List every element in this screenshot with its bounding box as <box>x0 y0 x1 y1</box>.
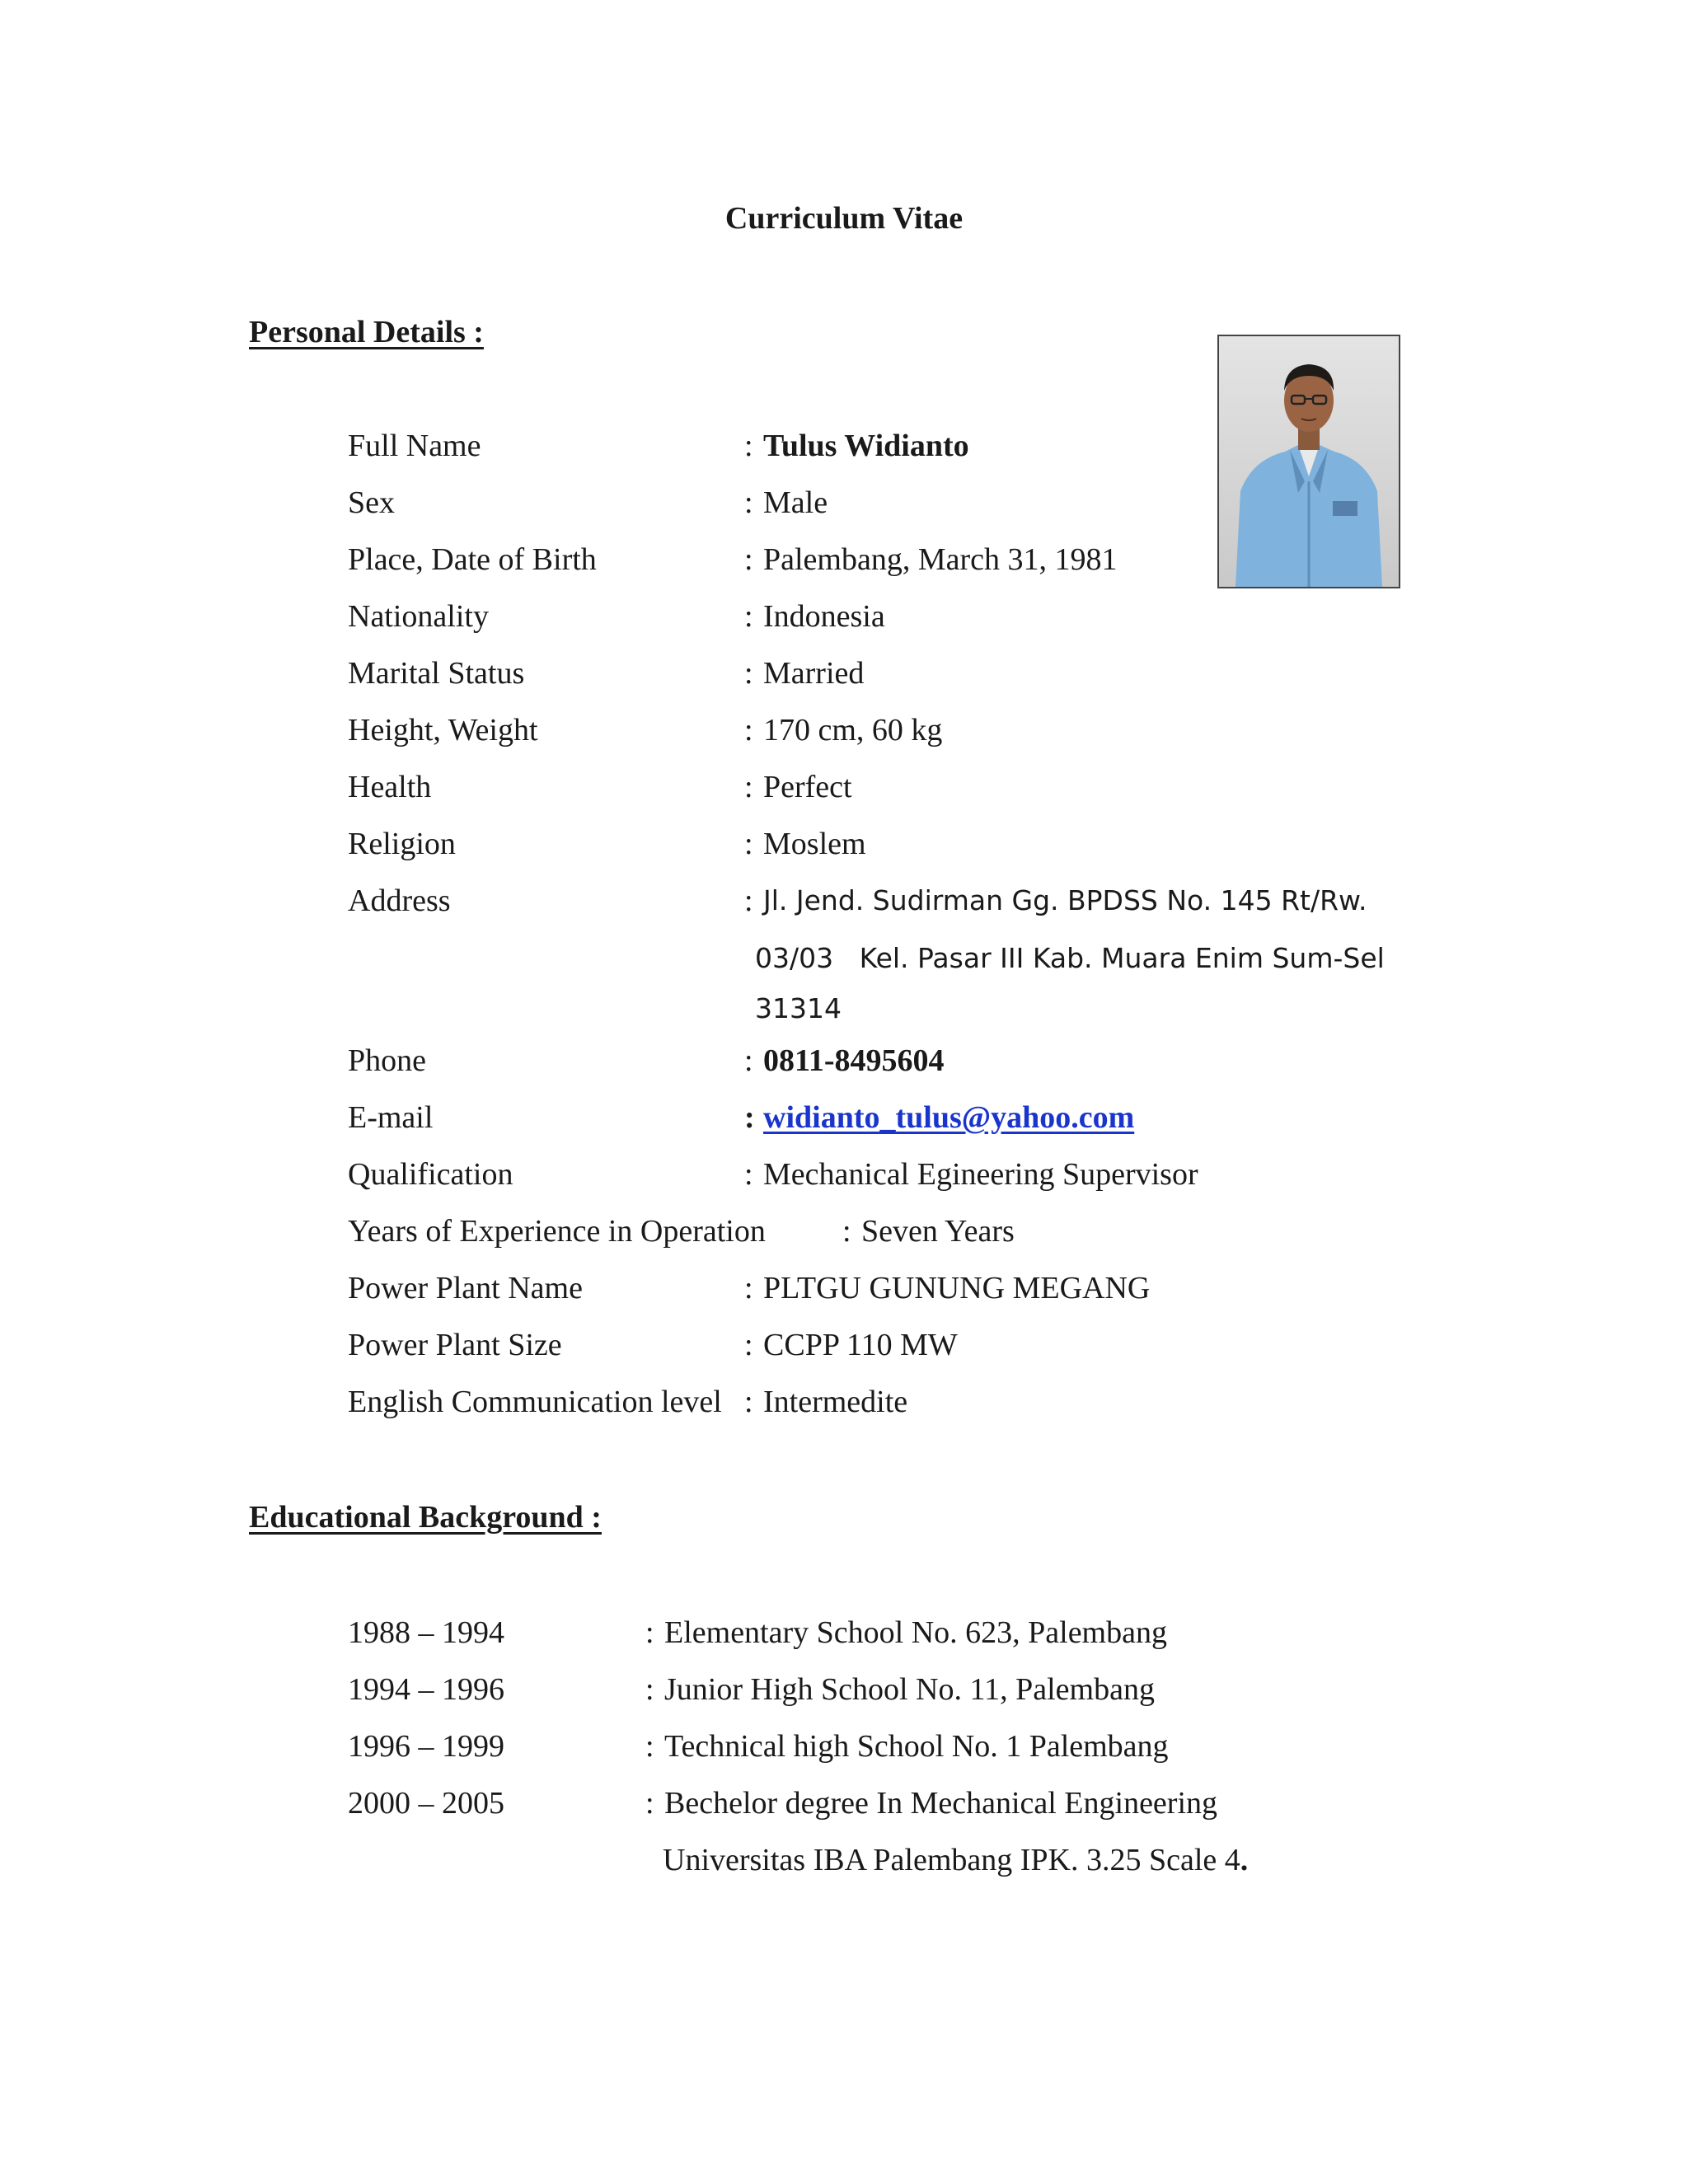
field-label: E-mail <box>348 1100 434 1135</box>
field-address <box>348 876 1502 926</box>
field-value: 170 cm, 60 kg <box>763 713 943 748</box>
field-value: Intermedite <box>763 1385 908 1419</box>
field-label: Sex <box>348 485 395 520</box>
field-colon: : <box>744 656 753 691</box>
field-value: Moslem <box>763 827 866 861</box>
field-value: Palembang, March 31, 1981 <box>763 542 1118 577</box>
education-item <box>348 1608 1502 1657</box>
field-colon: : <box>744 485 753 520</box>
field-birth <box>348 535 1502 584</box>
personal-details-heading: Personal Details : <box>249 315 484 349</box>
education-heading: Educational Background : <box>249 1500 602 1535</box>
education-school: Bechelor degree In Mechanical Engineering <box>664 1786 1218 1821</box>
field-height-weight <box>348 705 1502 755</box>
field-value: Male <box>763 485 828 520</box>
field-value: PLTGU GUNUNG MEGANG <box>763 1271 1151 1305</box>
field-value: CCPP 110 MW <box>763 1328 958 1362</box>
field-sex <box>348 478 1502 527</box>
field-value: Mechanical Egineering Supervisor <box>763 1157 1198 1192</box>
field-value: Perfect <box>763 770 852 804</box>
field-value: Married <box>763 656 865 691</box>
field-label: Years of Experience in Operation <box>348 1214 766 1249</box>
field-power-plant-size <box>348 1320 1502 1370</box>
field-colon: : <box>744 1043 753 1078</box>
field-colon: : <box>645 1786 654 1821</box>
field-colon: : <box>744 827 753 861</box>
field-value: Indonesia <box>763 599 885 634</box>
field-nationality <box>348 592 1502 641</box>
address-line: 03/03 Kel. Pasar III Kab. Muara Enim Sum-Sel <box>755 942 1385 974</box>
address-line: 31314 <box>755 992 842 1024</box>
education-school: Junior High School No. 11, Palembang <box>664 1672 1155 1707</box>
field-colon: : <box>744 1100 755 1135</box>
field-label: Religion <box>348 827 456 861</box>
education-university: Universitas IBA Palembang IPK. 3.25 Scale 4 <box>663 1843 1240 1877</box>
field-colon: : <box>744 599 753 634</box>
field-label: Health <box>348 770 432 804</box>
field-colon: : <box>645 1672 654 1707</box>
field-colon: : <box>744 770 753 804</box>
email-link[interactable]: widianto_tulus@yahoo.com <box>763 1100 1135 1135</box>
education-period: . <box>1240 1843 1249 1877</box>
document-title: Curriculum Vitae <box>724 201 964 236</box>
field-colon: : <box>744 1328 753 1362</box>
field-colon: : <box>645 1615 654 1650</box>
field-value: Tulus Widianto <box>763 429 969 463</box>
field-health <box>348 762 1502 812</box>
field-marital-status <box>348 649 1502 698</box>
field-label: Height, Weight <box>348 713 538 748</box>
field-colon: : <box>645 1729 654 1764</box>
field-colon: : <box>744 429 753 463</box>
field-email <box>348 1093 1502 1142</box>
education-item <box>348 1779 1502 1828</box>
field-label: Full Name <box>348 429 481 463</box>
education-continuation <box>663 1835 1248 1885</box>
field-colon: : <box>744 713 753 748</box>
field-label: Marital Status <box>348 656 525 691</box>
field-label: Nationality <box>348 599 489 634</box>
education-years: 1988 – 1994 <box>348 1615 504 1650</box>
education-item <box>348 1722 1502 1771</box>
field-religion <box>348 819 1502 869</box>
education-years: 1994 – 1996 <box>348 1672 504 1707</box>
field-experience <box>348 1207 1502 1256</box>
field-colon: : <box>744 1271 753 1305</box>
field-value: 0811-8495604 <box>763 1043 945 1078</box>
field-label: Phone <box>348 1043 426 1078</box>
field-label: Address <box>348 883 451 918</box>
field-label: Power Plant Size <box>348 1328 562 1362</box>
education-item <box>348 1665 1502 1714</box>
field-label: Qualification <box>348 1157 513 1192</box>
field-colon: : <box>744 883 753 918</box>
field-colon: : <box>744 542 753 577</box>
field-full-name <box>348 421 1502 471</box>
field-label: English Communication level <box>348 1385 722 1419</box>
field-english-level <box>348 1377 1502 1427</box>
field-qualification <box>348 1150 1502 1199</box>
field-value: Seven Years <box>861 1214 1015 1249</box>
field-colon: : <box>744 1157 753 1192</box>
field-label: Place, Date of Birth <box>348 542 597 577</box>
field-power-plant-name <box>348 1263 1502 1313</box>
education-school: Elementary School No. 623, Palembang <box>664 1615 1167 1650</box>
education-years: 1996 – 1999 <box>348 1729 504 1764</box>
field-colon: : <box>744 1385 753 1419</box>
education-years: 2000 – 2005 <box>348 1786 504 1821</box>
field-phone <box>348 1036 1502 1085</box>
field-value: Jl. Jend. Sudirman Gg. BPDSS No. 145 Rt/Rw. <box>763 884 1367 916</box>
field-label: Power Plant Name <box>348 1271 583 1305</box>
education-school: Technical high School No. 1 Palembang <box>664 1729 1169 1764</box>
field-colon: : <box>842 1214 851 1249</box>
